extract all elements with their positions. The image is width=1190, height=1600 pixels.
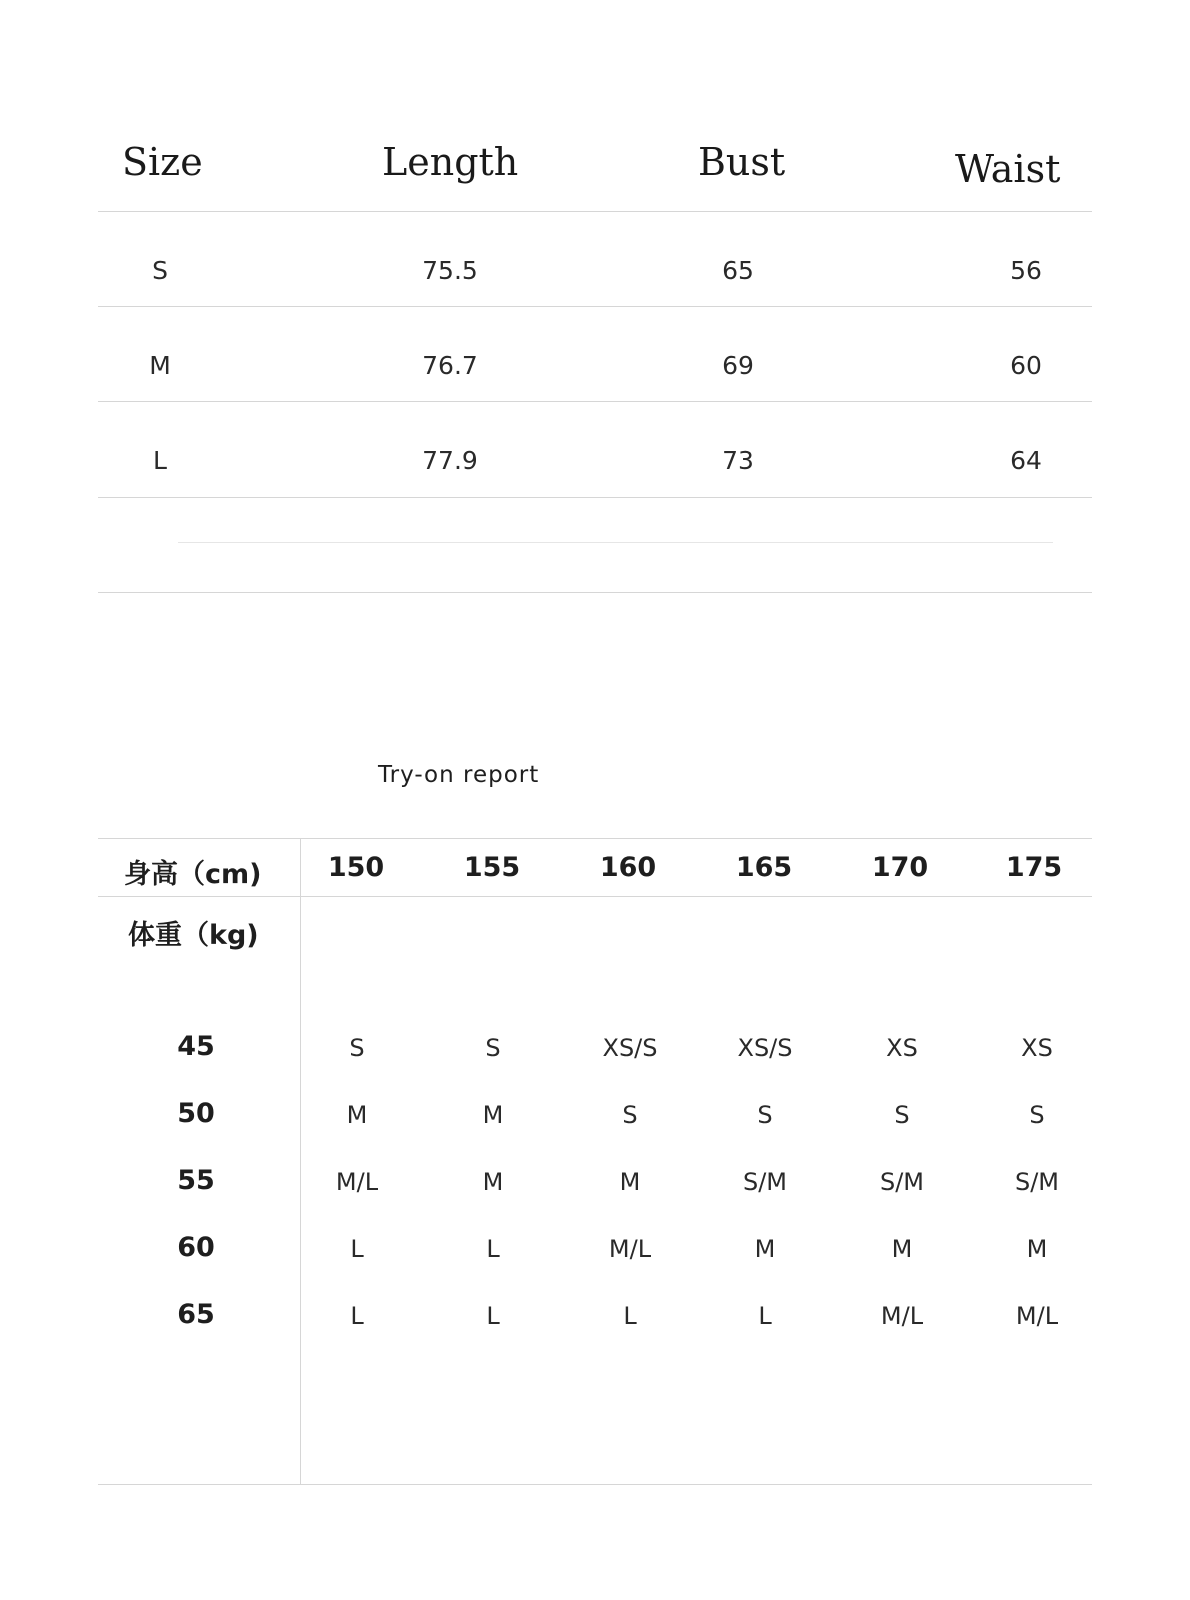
waist-cell: 64 — [1010, 446, 1042, 475]
size-recommendation: S/M — [879, 1168, 925, 1196]
size-recommendation: M/L — [880, 1302, 924, 1330]
size-recommendation: S — [757, 1101, 773, 1129]
size-recommendation: M — [754, 1235, 776, 1263]
size-recommendation: M — [346, 1101, 368, 1129]
height-header: 170 — [871, 852, 929, 883]
height-header: 165 — [735, 852, 793, 883]
size-recommendation: M — [619, 1168, 641, 1196]
size-recommendation: M — [891, 1235, 913, 1263]
weight-row-label: 45 — [177, 1031, 215, 1062]
size-recommendation: M — [482, 1101, 504, 1129]
length-cell: 76.7 — [422, 351, 478, 380]
row-divider — [98, 401, 1092, 402]
header-waist: Waist — [955, 147, 1061, 191]
header-divider — [98, 211, 1092, 212]
size-recommendation: M — [1026, 1235, 1048, 1263]
size-recommendation: L — [623, 1302, 637, 1330]
size-recommendation: L — [486, 1302, 500, 1330]
report-title: Try-on report — [378, 762, 540, 788]
size-recommendation: L — [350, 1302, 364, 1330]
table-bottom-divider — [98, 592, 1092, 593]
size-recommendation: M/L — [608, 1235, 652, 1263]
report-top-divider — [98, 838, 1092, 839]
height-header: 155 — [463, 852, 521, 883]
size-cell: S — [152, 256, 168, 285]
bust-cell: 73 — [722, 446, 754, 475]
size-cell: L — [153, 446, 167, 475]
size-recommendation: S — [894, 1101, 910, 1129]
weight-row-label: 60 — [177, 1232, 215, 1263]
height-header: 150 — [327, 852, 385, 883]
size-recommendation: XS — [1021, 1034, 1053, 1062]
size-recommendation: L — [486, 1235, 500, 1263]
height-header: 175 — [1005, 852, 1063, 883]
height-header: 160 — [599, 852, 657, 883]
size-recommendation: S — [622, 1101, 638, 1129]
size-cell: M — [149, 351, 171, 380]
size-recommendation: XS/S — [737, 1034, 793, 1062]
size-recommendation: M/L — [335, 1168, 379, 1196]
size-recommendation: S/M — [1014, 1168, 1060, 1196]
row-divider — [98, 306, 1092, 307]
waist-cell: 60 — [1010, 351, 1042, 380]
row-divider — [98, 497, 1092, 498]
size-recommendation: L — [758, 1302, 772, 1330]
weight-label: 体重（kg) — [128, 920, 259, 951]
length-cell: 75.5 — [422, 256, 478, 285]
size-recommendation: L — [350, 1235, 364, 1263]
bust-cell: 65 — [722, 256, 754, 285]
size-recommendation: M — [482, 1168, 504, 1196]
faint-divider — [178, 542, 1053, 543]
header-length: Length — [382, 140, 519, 184]
weight-row-label: 65 — [177, 1299, 215, 1330]
bust-cell: 69 — [722, 351, 754, 380]
height-label: 身高（cm) — [124, 859, 262, 890]
size-recommendation: XS — [886, 1034, 918, 1062]
report-header-divider — [98, 896, 1092, 897]
weight-row-label: 55 — [177, 1165, 215, 1196]
size-recommendation: S — [485, 1034, 501, 1062]
report-bottom-divider — [98, 1484, 1092, 1485]
size-recommendation: S/M — [742, 1168, 788, 1196]
size-recommendation: M/L — [1015, 1302, 1059, 1330]
size-recommendation: S — [349, 1034, 365, 1062]
header-size: Size — [122, 140, 203, 184]
length-cell: 77.9 — [422, 446, 478, 475]
size-recommendation: S — [1029, 1101, 1045, 1129]
weight-row-label: 50 — [177, 1098, 215, 1129]
size-recommendation: XS/S — [602, 1034, 658, 1062]
waist-cell: 56 — [1010, 256, 1042, 285]
header-bust: Bust — [698, 140, 786, 184]
report-column-divider — [300, 838, 301, 1484]
